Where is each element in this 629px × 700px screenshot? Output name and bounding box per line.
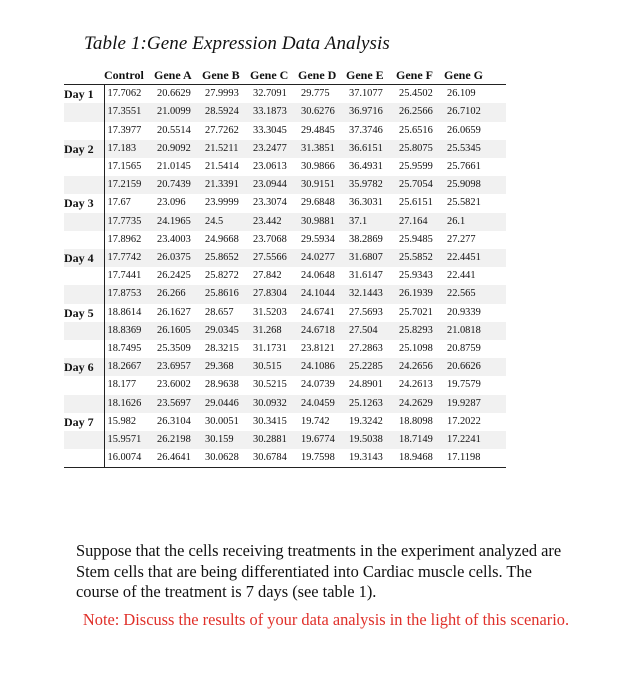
table-cell: 25.9599	[396, 158, 444, 176]
table-cell: 27.842	[250, 267, 298, 285]
table-cell: 37.1077	[346, 85, 396, 104]
table-row	[64, 176, 506, 194]
table-row	[64, 158, 506, 176]
day-label: Day 3	[64, 194, 104, 212]
table-row	[64, 213, 506, 231]
table-row	[64, 304, 506, 322]
table-cell: 29.0345	[202, 322, 250, 340]
table-cell: 27.164	[396, 213, 444, 231]
table-cell: 30.6276	[298, 103, 346, 121]
table-cell: 24.9668	[202, 231, 250, 249]
day-label	[64, 285, 104, 303]
table-row	[64, 322, 506, 340]
column-header: Control	[104, 66, 154, 85]
table-row	[64, 140, 506, 158]
table-cell: 30.2881	[250, 431, 298, 449]
table-cell: 25.9098	[444, 176, 506, 194]
table-cell: 18.1626	[104, 395, 154, 413]
table-cell: 25.8293	[396, 322, 444, 340]
table-cell: 19.7579	[444, 376, 506, 394]
table-cell: 26.266	[154, 285, 202, 303]
table-cell: 15.982	[104, 413, 154, 431]
table-cell: 18.8369	[104, 322, 154, 340]
table-cell: 17.2022	[444, 413, 506, 431]
table-row	[64, 449, 506, 468]
table-cell: 26.0375	[154, 249, 202, 267]
table-cell: 21.5414	[202, 158, 250, 176]
day-label: Day 5	[64, 304, 104, 322]
table-cell: 23.3074	[250, 194, 298, 212]
column-header: Gene D	[298, 66, 346, 85]
table-cell: 19.9287	[444, 395, 506, 413]
table-cell: 17.183	[104, 140, 154, 158]
day-label: Day 7	[64, 413, 104, 431]
table-cell: 29.0446	[202, 395, 250, 413]
table-cell: 25.8075	[396, 140, 444, 158]
table-cell: 29.368	[202, 358, 250, 376]
day-label: Day 1	[64, 85, 104, 104]
table-cell: 27.9993	[202, 85, 250, 104]
day-label: Day 2	[64, 140, 104, 158]
table-cell: 30.9151	[298, 176, 346, 194]
table-cell: 24.5	[202, 213, 250, 231]
column-header: Gene E	[346, 66, 396, 85]
table-header-row	[64, 66, 506, 85]
table-cell: 36.4931	[346, 158, 396, 176]
day-label	[64, 322, 104, 340]
table-row	[64, 249, 506, 267]
table-cell: 30.6784	[250, 449, 298, 468]
table-cell: 29.6848	[298, 194, 346, 212]
table-cell: 17.2159	[104, 176, 154, 194]
table-cell: 27.5693	[346, 304, 396, 322]
note-text: Note: Discuss the results of your data analysis in the light of this scenario.	[82, 610, 570, 629]
table-cell: 23.4003	[154, 231, 202, 249]
table-cell: 28.9638	[202, 376, 250, 394]
table-cell: 37.3746	[346, 122, 396, 140]
table-cell: 15.9571	[104, 431, 154, 449]
table-cell: 25.7054	[396, 176, 444, 194]
table-cell: 26.2198	[154, 431, 202, 449]
column-header: Gene A	[154, 66, 202, 85]
table-cell: 38.2869	[346, 231, 396, 249]
table-cell: 31.1731	[250, 340, 298, 358]
table-row	[64, 231, 506, 249]
table-cell: 30.5215	[250, 376, 298, 394]
table-cell: 31.3851	[298, 140, 346, 158]
table-cell: 25.4502	[396, 85, 444, 104]
table-row	[64, 376, 506, 394]
table-cell: 25.1263	[346, 395, 396, 413]
table-cell: 30.159	[202, 431, 250, 449]
table-cell: 29.5934	[298, 231, 346, 249]
table-cell: 28.5924	[202, 103, 250, 121]
day-label	[64, 449, 104, 468]
table-cell: 30.9881	[298, 213, 346, 231]
table-cell: 27.2863	[346, 340, 396, 358]
table-cell: 26.1939	[396, 285, 444, 303]
table-cell: 17.8962	[104, 231, 154, 249]
table-cell: 17.7441	[104, 267, 154, 285]
day-label	[64, 176, 104, 194]
table-cell: 25.7661	[444, 158, 506, 176]
table-cell: 25.3509	[154, 340, 202, 358]
question-text: Suppose that the cells receiving treatments in the experiment analyzed are Stem cells that are being differentiated into Cardiac muscle cells. The course of the treatment is 7 days (see table 1).	[76, 541, 562, 601]
table-cell: 25.5852	[396, 249, 444, 267]
table-cell: 26.1605	[154, 322, 202, 340]
table-cell: 20.8759	[444, 340, 506, 358]
table-cell: 19.5038	[346, 431, 396, 449]
table-cell: 23.2477	[250, 140, 298, 158]
table-cell: 24.2656	[396, 358, 444, 376]
table-cell: 20.6629	[154, 85, 202, 104]
table-cell: 22.4451	[444, 249, 506, 267]
table-cell: 23.9999	[202, 194, 250, 212]
table-cell: 27.7262	[202, 122, 250, 140]
table-cell: 30.0932	[250, 395, 298, 413]
day-label	[64, 122, 104, 140]
table-row	[64, 285, 506, 303]
table-cell: 27.8304	[250, 285, 298, 303]
table-cell: 33.3045	[250, 122, 298, 140]
table-cell: 18.8614	[104, 304, 154, 322]
day-label: Day 6	[64, 358, 104, 376]
header-corner	[64, 66, 104, 85]
table-cell: 30.0628	[202, 449, 250, 468]
table-cell: 17.2241	[444, 431, 506, 449]
table-cell: 29.4845	[298, 122, 346, 140]
table-row	[64, 194, 506, 212]
table-cell: 24.2629	[396, 395, 444, 413]
table-cell: 25.2285	[346, 358, 396, 376]
table-cell: 20.6626	[444, 358, 506, 376]
table-cell: 30.0051	[202, 413, 250, 431]
table-cell: 17.8753	[104, 285, 154, 303]
table-cell: 18.2667	[104, 358, 154, 376]
table-row	[64, 413, 506, 431]
table-cell: 17.7062	[104, 85, 154, 104]
table-cell: 21.0818	[444, 322, 506, 340]
table-row	[64, 85, 506, 104]
table-cell: 16.0074	[104, 449, 154, 468]
table-cell: 24.6718	[298, 322, 346, 340]
column-header: Gene C	[250, 66, 298, 85]
table-cell: 20.7439	[154, 176, 202, 194]
table-cell: 22.565	[444, 285, 506, 303]
table-cell: 25.5821	[444, 194, 506, 212]
table-cell: 23.442	[250, 213, 298, 231]
table-cell: 25.1098	[396, 340, 444, 358]
day-label	[64, 431, 104, 449]
table-cell: 31.5203	[250, 304, 298, 322]
table-cell: 18.7149	[396, 431, 444, 449]
table-cell: 28.657	[202, 304, 250, 322]
table-cell: 21.5211	[202, 140, 250, 158]
table-cell: 17.7742	[104, 249, 154, 267]
table-cell: 24.1965	[154, 213, 202, 231]
table-cell: 23.096	[154, 194, 202, 212]
table-cell: 20.9092	[154, 140, 202, 158]
table-cell: 25.7021	[396, 304, 444, 322]
table-cell: 18.8098	[396, 413, 444, 431]
table-cell: 21.0099	[154, 103, 202, 121]
day-label: Day 4	[64, 249, 104, 267]
table-cell: 25.8272	[202, 267, 250, 285]
column-header: Gene F	[396, 66, 444, 85]
table-cell: 24.0459	[298, 395, 346, 413]
table-cell: 27.504	[346, 322, 396, 340]
table-cell: 26.7102	[444, 103, 506, 121]
table-cell: 17.3551	[104, 103, 154, 121]
table-cell: 32.1443	[346, 285, 396, 303]
table-cell: 26.2566	[396, 103, 444, 121]
day-label	[64, 158, 104, 176]
table-cell: 23.8121	[298, 340, 346, 358]
table-cell: 32.7091	[250, 85, 298, 104]
column-header: Gene B	[202, 66, 250, 85]
table-cell: 17.7735	[104, 213, 154, 231]
table-cell: 23.0613	[250, 158, 298, 176]
table-cell: 35.9782	[346, 176, 396, 194]
table-cell: 24.8901	[346, 376, 396, 394]
table-cell: 17.1565	[104, 158, 154, 176]
table-cell: 21.0145	[154, 158, 202, 176]
table-cell: 25.6151	[396, 194, 444, 212]
table-cell: 19.742	[298, 413, 346, 431]
table-cell: 26.109	[444, 85, 506, 104]
table-cell: 24.6741	[298, 304, 346, 322]
table-cell: 26.1	[444, 213, 506, 231]
table-cell: 28.3215	[202, 340, 250, 358]
table-cell: 31.268	[250, 322, 298, 340]
table-cell: 24.2613	[396, 376, 444, 394]
table-row	[64, 103, 506, 121]
table-row	[64, 431, 506, 449]
table-cell: 17.3977	[104, 122, 154, 140]
table-cell: 24.1086	[298, 358, 346, 376]
table-cell: 33.1873	[250, 103, 298, 121]
table-cell: 25.8652	[202, 249, 250, 267]
table-cell: 25.5345	[444, 140, 506, 158]
table-row	[64, 395, 506, 413]
table-cell: 23.5697	[154, 395, 202, 413]
table-caption: Table 1:Gene Expression Data Analysis	[84, 33, 390, 54]
table-cell: 25.8616	[202, 285, 250, 303]
table-row	[64, 267, 506, 285]
column-header: Gene G	[444, 66, 506, 85]
table-cell: 26.4641	[154, 449, 202, 468]
table-cell: 19.3143	[346, 449, 396, 468]
table-cell: 26.0659	[444, 122, 506, 140]
table-cell: 26.1627	[154, 304, 202, 322]
day-label	[64, 376, 104, 394]
table-cell: 24.0739	[298, 376, 346, 394]
table-cell: 20.9339	[444, 304, 506, 322]
table-cell: 30.515	[250, 358, 298, 376]
table-cell: 26.2425	[154, 267, 202, 285]
table-cell: 26.3104	[154, 413, 202, 431]
table-cell: 17.1198	[444, 449, 506, 468]
table-cell: 29.775	[298, 85, 346, 104]
table-cell: 24.0277	[298, 249, 346, 267]
table-cell: 24.0648	[298, 267, 346, 285]
table-cell: 21.3391	[202, 176, 250, 194]
table-cell: 30.9866	[298, 158, 346, 176]
day-label	[64, 231, 104, 249]
table-cell: 36.3031	[346, 194, 396, 212]
table-cell: 19.7598	[298, 449, 346, 468]
table-row	[64, 340, 506, 358]
table-cell: 18.9468	[396, 449, 444, 468]
table-cell: 31.6807	[346, 249, 396, 267]
table-cell: 18.177	[104, 376, 154, 394]
table-cell: 37.1	[346, 213, 396, 231]
table-cell: 25.9485	[396, 231, 444, 249]
table-cell: 18.7495	[104, 340, 154, 358]
table-cell: 19.6774	[298, 431, 346, 449]
table-cell: 36.9716	[346, 103, 396, 121]
table-cell: 30.3415	[250, 413, 298, 431]
table-cell: 22.441	[444, 267, 506, 285]
table-cell: 23.0944	[250, 176, 298, 194]
day-label	[64, 103, 104, 121]
day-label	[64, 340, 104, 358]
table-cell: 27.5566	[250, 249, 298, 267]
table-cell: 25.6516	[396, 122, 444, 140]
day-label	[64, 267, 104, 285]
table-cell: 24.1044	[298, 285, 346, 303]
day-label	[64, 213, 104, 231]
table-row	[64, 122, 506, 140]
table-cell: 36.6151	[346, 140, 396, 158]
table-cell: 17.67	[104, 194, 154, 212]
table-cell: 23.6957	[154, 358, 202, 376]
table-cell: 20.5514	[154, 122, 202, 140]
gene-expression-table	[64, 66, 506, 468]
table-cell: 27.277	[444, 231, 506, 249]
day-label	[64, 395, 104, 413]
table-row	[64, 358, 506, 376]
table-cell: 23.7068	[250, 231, 298, 249]
table-cell: 31.6147	[346, 267, 396, 285]
table-cell: 23.6002	[154, 376, 202, 394]
table-cell: 25.9343	[396, 267, 444, 285]
table-cell: 19.3242	[346, 413, 396, 431]
